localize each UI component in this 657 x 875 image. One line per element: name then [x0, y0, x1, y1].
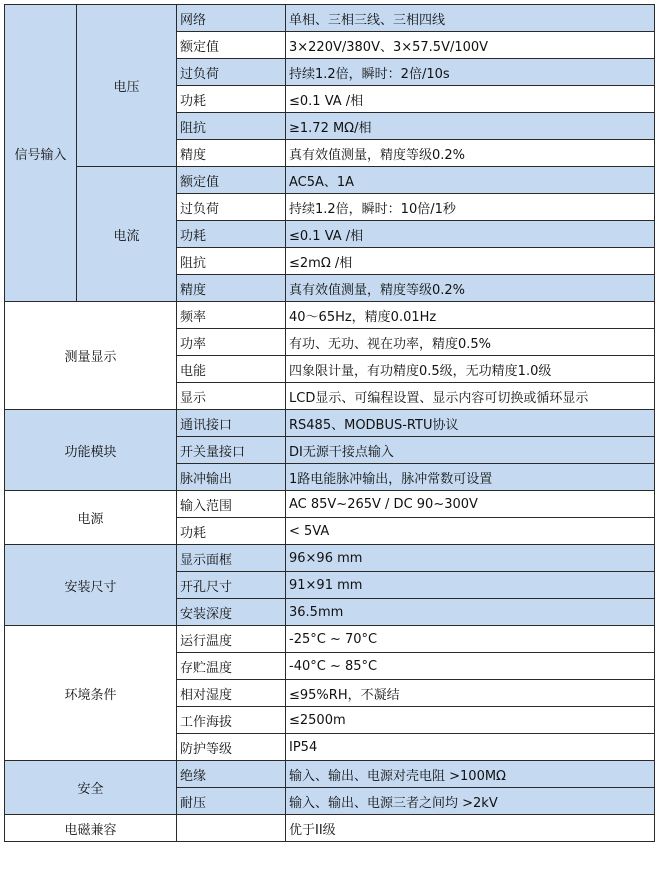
param-name: 额定值 — [177, 32, 286, 59]
param-value: 1路电能脉冲输出，脉冲常数可设置 — [286, 464, 655, 491]
param-name: 显示 — [177, 383, 286, 410]
param-name: 存贮温度 — [177, 653, 286, 680]
table-row — [5, 545, 655, 572]
param-value: -25°C ~ 70°C — [286, 626, 655, 653]
param-name: 功耗 — [177, 518, 286, 545]
param-name: 精度 — [177, 140, 286, 167]
category-measurement: 测量显示 — [5, 302, 177, 410]
table-row — [5, 491, 655, 518]
param-value: ≤95%RH，不凝结 — [286, 680, 655, 707]
param-name: 阻抗 — [177, 248, 286, 275]
category-environment: 环境条件 — [5, 626, 177, 761]
param-name: 耐压 — [177, 788, 286, 815]
param-name: 网络 — [177, 5, 286, 32]
param-name: 开孔尺寸 — [177, 572, 286, 599]
subcategory-current: 电流 — [77, 167, 177, 302]
param-name: 运行温度 — [177, 626, 286, 653]
param-name: 开关量接口 — [177, 437, 286, 464]
category-emc: 电磁兼容 — [5, 815, 177, 842]
param-value: 持续1.2倍，瞬时：2倍/10s — [286, 59, 655, 86]
table-row — [5, 761, 655, 788]
param-value: < 5VA — [286, 518, 655, 545]
param-value: 单相、三相三线、三相四线 — [286, 5, 655, 32]
spec-table — [4, 4, 655, 842]
param-value: LCD显示、可编程设置、显示内容可切换或循环显示 — [286, 383, 655, 410]
table-row — [5, 302, 655, 329]
param-name: 显示面框 — [177, 545, 286, 572]
param-value: 真有效值测量，精度等级0.2% — [286, 140, 655, 167]
param-value: 96×96 mm — [286, 545, 655, 572]
param-value: 有功、无功、视在功率，精度0.5% — [286, 329, 655, 356]
table-row — [5, 815, 655, 842]
category-signal-input: 信号输入 — [5, 5, 77, 302]
param-value: 91×91 mm — [286, 572, 655, 599]
param-value: 36.5mm — [286, 599, 655, 626]
param-name: 额定值 — [177, 167, 286, 194]
param-name: 精度 — [177, 275, 286, 302]
param-name: 阻抗 — [177, 113, 286, 140]
param-name: 频率 — [177, 302, 286, 329]
param-value: RS485、MODBUS-RTU协议 — [286, 410, 655, 437]
param-value: AC 85V~265V / DC 90~300V — [286, 491, 655, 518]
param-value: -40°C ~ 85°C — [286, 653, 655, 680]
param-value: 优于II级 — [286, 815, 655, 842]
param-name: 防护等级 — [177, 734, 286, 761]
param-value: ≤0.1 VA /相 — [286, 86, 655, 113]
param-value: 真有效值测量，精度等级0.2% — [286, 275, 655, 302]
param-value: 输入、输出、电源三者之间均 >2kV — [286, 788, 655, 815]
category-power: 电源 — [5, 491, 177, 545]
param-value: ≤2500m — [286, 707, 655, 734]
param-name: 安装深度 — [177, 599, 286, 626]
subcategory-voltage: 电压 — [77, 5, 177, 167]
category-install: 安装尺寸 — [5, 545, 177, 626]
param-value: ≤0.1 VA /相 — [286, 221, 655, 248]
param-value: ≥1.72 MΩ/相 — [286, 113, 655, 140]
param-name: 脉冲输出 — [177, 464, 286, 491]
category-function: 功能模块 — [5, 410, 177, 491]
param-name: 输入范围 — [177, 491, 286, 518]
category-safety: 安全 — [5, 761, 177, 815]
param-name: 功耗 — [177, 86, 286, 113]
table-row — [5, 626, 655, 653]
param-name: 过负荷 — [177, 194, 286, 221]
table-row — [5, 5, 655, 32]
param-value: DI无源干接点输入 — [286, 437, 655, 464]
param-value: IP54 — [286, 734, 655, 761]
table-row — [5, 410, 655, 437]
param-name: 通讯接口 — [177, 410, 286, 437]
param-value: 持续1.2倍，瞬时：10倍/1秒 — [286, 194, 655, 221]
param-value: 输入、输出、电源对壳电阻 >100MΩ — [286, 761, 655, 788]
param-name: 功率 — [177, 329, 286, 356]
param-name: 相对湿度 — [177, 680, 286, 707]
param-value: 3×220V/380V、3×57.5V/100V — [286, 32, 655, 59]
param-name: 过负荷 — [177, 59, 286, 86]
param-value: 四象限计量，有功精度0.5级，无功精度1.0级 — [286, 356, 655, 383]
table-row — [5, 167, 655, 194]
param-name: 电能 — [177, 356, 286, 383]
param-value: AC5A、1A — [286, 167, 655, 194]
param-name: 工作海拔 — [177, 707, 286, 734]
param-value: 40～65Hz，精度0.01Hz — [286, 302, 655, 329]
param-name: 绝缘 — [177, 761, 286, 788]
param-name-empty — [177, 815, 286, 842]
param-value: ≤2mΩ /相 — [286, 248, 655, 275]
param-name: 功耗 — [177, 221, 286, 248]
